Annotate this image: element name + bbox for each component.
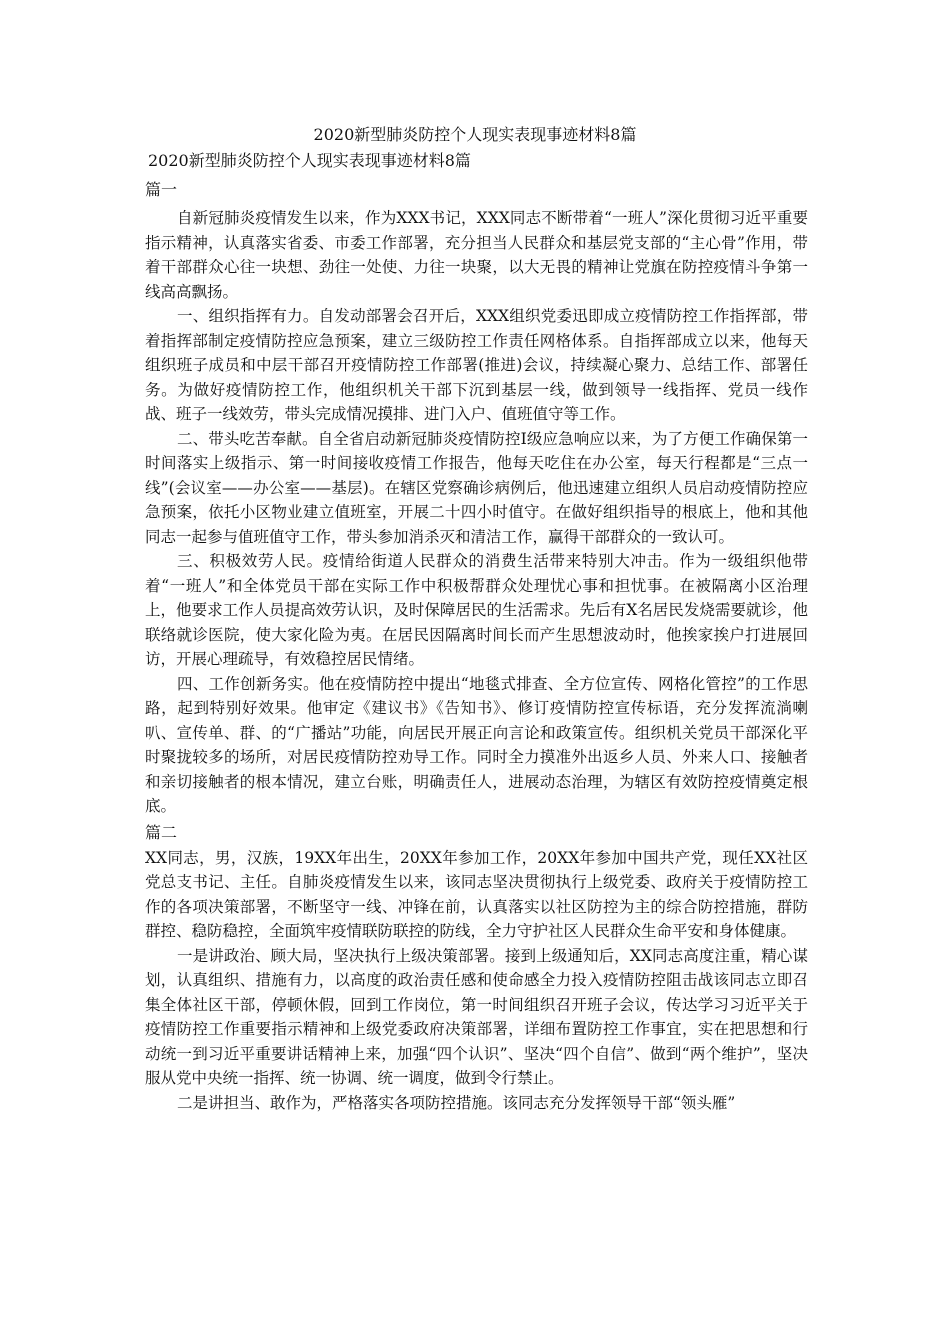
- document-subtitle: 2020新型肺炎防控个人现实表现事迹材料8篇: [148, 151, 471, 170]
- section-1: [145, 176, 808, 819]
- paragraph: 自新冠肺炎疫情发生以来，作为XXX书记，XXX同志不断带着“一班人”深化贯彻习近平重要指示精神，认真落实省委、市委工作部署，充分担当人民群众和基层党支部的“主心骨”作用，带着干部群众心往一块想、劲往一处使、力往一块聚，以大无畏的精神让党旗在防控疫情斗争第一线高高飘扬。: [145, 209, 808, 301]
- section-label: 篇一: [145, 180, 178, 199]
- section-2: [145, 819, 808, 1116]
- paragraph: 三、积极效劳人民。疫情给街道人民群众的消费生活带来特别大冲击。作为一级组织他带着“一班人”和全体党员干部在实际工作中积极帮群众处理忧心事和担忧事。在被隔离小区治理上，他要求工作人员提高效劳认识，及时保障居民的生活需求。先后有X名居民发烧需要就诊，他联络就诊医院，使大家化险为夷。在居民因隔离时间长而产生思想波动时，他挨家挨户打进展回访，开展心理疏导，有效稳控居民情绪。: [145, 552, 808, 668]
- paragraph: 一是讲政治、顾大局，坚决执行上级决策部署。接到上级通知后，XX同志高度注重，精心谋划，认真组织、措施有力，以高度的政治责任感和使命感全力投入疫情防控阻击战该同志立即召集全体社区干部，停顿休假，回到工作岗位，第一时间组织召开班子会议，传达学习习近平关于疫情防控工作重要指示精神和上级党委政府决策部署，详细布置防控工作事宜，实在把思想和行动统一到习近平重要讲话精神上来，加强“四个认识”、坚决“四个自信”、做到“两个维护”，坚决服从党中央统一指挥、统一协调、统一调度，做到令行禁止。: [145, 946, 808, 1087]
- document-title: 2020新型肺炎防控个人现实表现事迹材料8篇: [313, 125, 637, 144]
- paragraph: 一、组织指挥有力。自发动部署会召开后，XXX组织党委迅即成立疫情防控工作指挥部，带着指挥部制定疫情防控应急预案，建立三级防控工作责任网格体系。自指挥部成立以来，他每天组织班子成员和中层干部召开疫情防控工作部署(推进)会议，持续凝心聚力、总结工作、部署任务。为做好疫情防控工作，他组织机关干部下沉到基层一线，做到领导一线指挥、党员一线作战、班子一线效劳，带头完成情况摸排、进门入户、值班值守等工作。: [145, 307, 808, 423]
- paragraph: XX同志，男，汉族，19XX年出生，20XX年参加工作，20XX年参加中国共产党，现任XX社区党总支书记、主任。自肺炎疫情发生以来，该同志坚决贯彻执行上级党委、政府关于疫情防控工作的各项决策部署，不断坚守一线、冲锋在前，认真落实以社区防控为主的综合防控措施，群防群控、稳防稳控，全面筑牢疫情联防联控的防线，全力守护社区人民群众生命平安和身体健康。: [145, 848, 808, 940]
- paragraph: 二、带头吃苦奉献。自全省启动新冠肺炎疫情防控Ⅰ级应急响应以来，为了方便工作确保第一时间落实上级指示、第一时间接收疫情工作报告，他每天吃住在办公室，每天行程都是“三点一线”(会议室——办公室——基层)。在辖区党察确诊病例后，他迅速建立组织人员启动疫情防控应急预案，依托小区物业建立值班室，开展二十四小时值守。在做好组织指导的根底上，他和其他同志一起参与值班值守工作，带头参加消杀灭和清洁工作，赢得干部群众的一致认可。: [145, 429, 808, 546]
- document-body: [145, 176, 808, 1115]
- paragraph: 四、工作创新务实。他在疫情防控中提出“地毯式排查、全方位宣传、网格化管控”的工作思路，起到特别好效果。他审定《建议书》《告知书》、修订疫情防控宣传标语，充分发挥流淌喇叭、宣传单、群、的“广播站”功能，向居民开展正向言论和政策宣传。组织机关党员干部深化平时聚拢较多的场所，对居民疫情防控劝导工作。同时全力摸准外出返乡人员、外来人口、接触者和亲切接触者的根本情况，建立台账，明确责任人，进展动态治理，为辖区有效防控疫情奠定根底。: [145, 674, 808, 815]
- paragraph: 二是讲担当、敢作为，严格落实各项防控措施。该同志充分发挥领导干部“领头雁”: [177, 1093, 736, 1112]
- section-label: 篇二: [145, 822, 178, 842]
